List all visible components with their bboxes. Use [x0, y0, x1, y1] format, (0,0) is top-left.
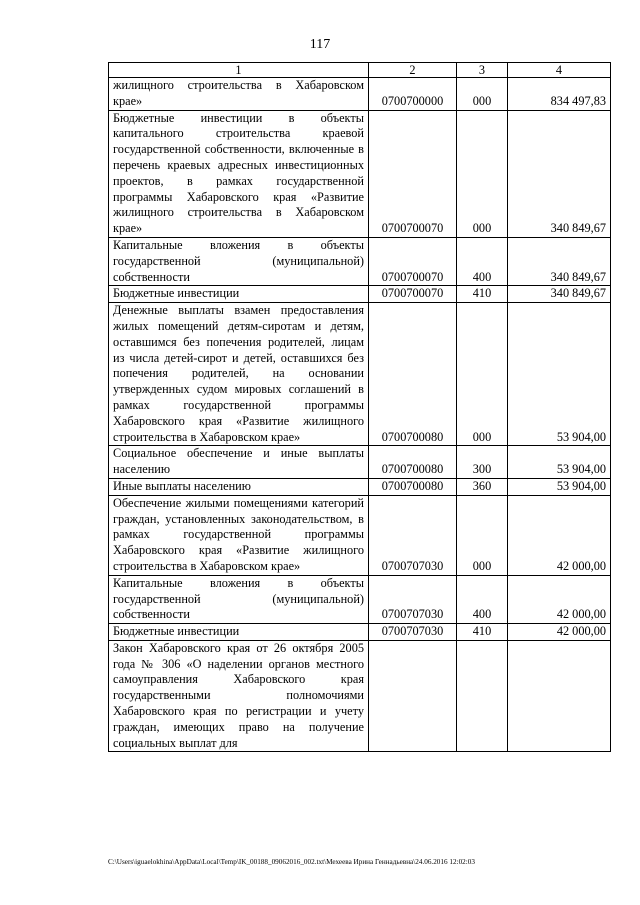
row-expense-type: 000 — [457, 110, 508, 237]
table-row — [109, 575, 611, 623]
table-row — [109, 640, 611, 752]
row-name: Бюджетные инвестиции в объекты капитального строительства краевой государственной собственности, включенные в перечень краевых адресных инвестиционных проектов, в рамках государственной программы Хабаровского края «Развитие жилищного строительства в Хабаровском крае» — [109, 110, 369, 237]
row-expense-type: 000 — [457, 78, 508, 111]
row-code: 0700707030 — [369, 495, 457, 575]
row-code: 0700700080 — [369, 478, 457, 495]
row-code: 0700707030 — [369, 575, 457, 623]
row-expense-type: 300 — [457, 446, 508, 479]
row-code: 0700700080 — [369, 446, 457, 479]
header-cell-3: 3 — [457, 63, 508, 78]
row-code: 0700700070 — [369, 110, 457, 237]
row-amount: 834 497,83 — [508, 78, 611, 111]
file-path-footer: C:\Users\iguaelokhina\AppData\Local\Temp\IK_00188_09062016_002.txt\Мехеева Ирина Геннадьевна\24.06.2016 12:02:03 — [108, 858, 475, 866]
row-code: 0700700000 — [369, 78, 457, 111]
table-row — [109, 478, 611, 495]
row-amount: 53 904,00 — [508, 478, 611, 495]
row-amount — [508, 640, 611, 752]
row-name: Бюджетные инвестиции — [109, 286, 369, 303]
row-code: 0700700070 — [369, 237, 457, 285]
row-name: Социальное обеспечение и иные выплаты населению — [109, 446, 369, 479]
header-cell-1: 1 — [109, 63, 369, 78]
row-expense-type: 410 — [457, 286, 508, 303]
table-row — [109, 110, 611, 237]
row-expense-type: 000 — [457, 495, 508, 575]
table-row — [109, 495, 611, 575]
row-name: Иные выплаты населению — [109, 478, 369, 495]
row-amount: 42 000,00 — [508, 624, 611, 641]
row-expense-type — [457, 640, 508, 752]
row-expense-type: 400 — [457, 575, 508, 623]
row-name: Денежные выплаты взамен предоставления жилых помещений детям-сиротам и детям, оставшимся без попечения родителей, лицам из числа детей-сирот и детей, оставшихся без попечения родителей, на основании утвержденных судом мировых соглашений в рамках государственной программы Хабаровского края «Развитие жилищного строительства в Хабаровском крае» — [109, 303, 369, 446]
row-amount: 340 849,67 — [508, 110, 611, 237]
page-number: 117 — [309, 37, 331, 52]
table-row — [109, 78, 611, 111]
row-expense-type: 400 — [457, 237, 508, 285]
row-amount: 340 849,67 — [508, 286, 611, 303]
row-amount: 42 000,00 — [508, 495, 611, 575]
row-expense-type: 410 — [457, 624, 508, 641]
row-code: 0700700080 — [369, 303, 457, 446]
row-name: Капитальные вложения в объекты государственной (муниципальной) собственности — [109, 237, 369, 285]
row-name: Закон Хабаровского края от 26 октября 2005 года № 306 «О наделении органов местного самоуправления Хабаровского края государственными полномочиями Хабаровского края по регистрации и учету граждан, имеющих право на получение социальных выплат для — [109, 640, 369, 752]
row-expense-type: 360 — [457, 478, 508, 495]
row-amount: 53 904,00 — [508, 446, 611, 479]
table-header-row — [109, 63, 611, 78]
row-amount: 340 849,67 — [508, 237, 611, 285]
row-amount: 53 904,00 — [508, 303, 611, 446]
table-row — [109, 237, 611, 285]
row-name: Бюджетные инвестиции — [109, 624, 369, 641]
row-name: жилищного строительства в Хабаровском крае» — [109, 78, 369, 111]
table-row — [109, 286, 611, 303]
budget-table — [108, 62, 611, 752]
table-row — [109, 303, 611, 446]
header-cell-4: 4 — [508, 63, 611, 78]
row-code — [369, 640, 457, 752]
row-name: Обеспечение жилыми помещениями категорий граждан, установленных законодательством, в рамках государственной программы Хабаровского края «Развитие жилищного строительства в Хабаровском крае» — [109, 495, 369, 575]
table-row — [109, 446, 611, 479]
row-expense-type: 000 — [457, 303, 508, 446]
row-code: 0700700070 — [369, 286, 457, 303]
header-cell-2: 2 — [369, 63, 457, 78]
row-amount: 42 000,00 — [508, 575, 611, 623]
row-code: 0700707030 — [369, 624, 457, 641]
table-row — [109, 624, 611, 641]
row-name: Капитальные вложения в объекты государственной (муниципальной) собственности — [109, 575, 369, 623]
